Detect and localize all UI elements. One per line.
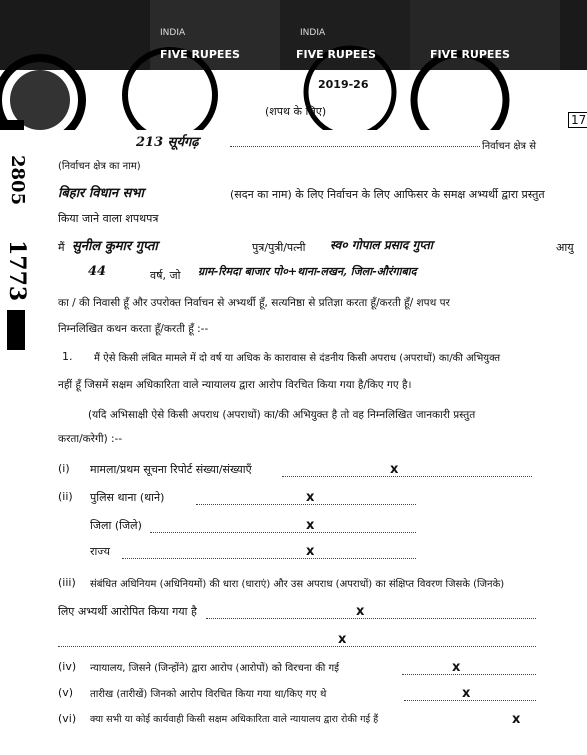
item-label: मामला/प्रथम सूचना रिपोर्ट संख्या/संख्याएँ xyxy=(90,463,252,476)
item-label: जिला (जिले) xyxy=(90,519,142,532)
item-mark: x xyxy=(356,604,365,619)
stamp-text-3: INDIA xyxy=(300,28,326,38)
item-num: (ii) xyxy=(58,490,73,503)
stamp-number: 2019-26 xyxy=(318,78,369,91)
item-mark: x xyxy=(512,712,521,727)
address-label: वर्ष, जो xyxy=(150,269,181,282)
stamp-text-4: FIVE RUPEES xyxy=(296,48,376,61)
constituency-handwritten: 213 सूर्यगढ़ xyxy=(136,135,199,150)
item-mark: x xyxy=(452,660,461,675)
black-redaction-mark xyxy=(7,310,25,350)
para-b: निम्नलिखित कथन करता हूँ/करती हूँ :-- xyxy=(58,323,209,335)
item-mark: x xyxy=(306,518,315,533)
item-num: (i) xyxy=(58,462,70,475)
clause-2-b: करता/करेगी) :-- xyxy=(58,433,123,445)
constituency-right-label: निर्वाचन क्षेत्र से xyxy=(482,141,536,152)
house-handwritten: बिहार विधान सभा xyxy=(58,186,144,201)
margin-note-1: 2805 xyxy=(7,155,28,206)
clause-1-a: मैं ऐसे किसी लंबित मामले में दो वर्ष या अधिक के कारावास से दंडनीय किसी अपराध (अपराधों) का/की अभियुक्त xyxy=(94,353,501,364)
dotted-line xyxy=(282,476,532,477)
item-label: न्यायालय, जिसने (जिन्होंने) द्वारा आरोप (आरोपों) को विरचना की गई xyxy=(90,663,340,674)
item-mark: x xyxy=(338,632,347,647)
dotted-line xyxy=(230,146,480,147)
line1-text: (सदन का नाम) के लिए निर्वाचन के लिए आफिसर के समक्ष अभ्यर्थी द्वारा प्रस्तुत xyxy=(230,188,545,201)
item-mark: x xyxy=(306,544,315,559)
age-label: आयु xyxy=(556,241,574,254)
clause-1-b: नहीं हूँ जिसमें सक्षम अधिकारिता वाले न्यायालय द्वारा आरोप विरचित किया गया है/किए गए है। xyxy=(58,379,412,391)
line2-text: किया जाने वाला शपथपत्र xyxy=(58,212,159,225)
item-label: लिए अभ्यर्थी आरोपित किया गया है xyxy=(58,605,197,618)
age-handwritten: 44 xyxy=(88,264,107,279)
dotted-line xyxy=(122,558,416,559)
item-label: संबंधित अधिनियम (अधिनियमों) की धारा (धाराएं) और उस अपराध (अपराधों) का संक्षिप्त विवरण जिसके (जिनके) xyxy=(90,579,505,590)
dotted-line xyxy=(402,674,536,675)
name-handwritten: सुनील कुमार गुप्ता xyxy=(72,239,158,254)
item-label: क्या सभी या कोई कार्यवाही किसी सक्षम अधिकारिता वाले न्यायालय द्वारा रोकी गई हैं xyxy=(90,714,379,725)
item-num: (v) xyxy=(58,686,74,699)
item-mark: x xyxy=(306,490,315,505)
item-mark: x xyxy=(462,686,471,701)
clause-2-a: (यदि अभिसाक्षी ऐसे किसी अपराध (अपराधों) का/की अभियुक्त है तो वह निम्नलिखित जानकारी प्रस्तुत xyxy=(88,409,476,421)
item-num: (iv) xyxy=(58,660,77,673)
constituency-label: (निर्वाचन क्षेत्र का नाम) xyxy=(58,161,141,172)
dotted-line xyxy=(150,532,416,533)
stamp-text-1: INDIA xyxy=(160,28,186,38)
item-mark: x xyxy=(390,462,399,477)
father-handwritten: स्व० गोपाल प्रसाद गुप्ता xyxy=(330,238,433,252)
stamp-text-2: FIVE RUPEES xyxy=(160,48,240,61)
clause-1-marker: 1. xyxy=(62,350,73,363)
item-label: पुलिस थाना (थाने) xyxy=(90,491,165,504)
item-label: राज्य xyxy=(90,545,111,558)
address-handwritten: ग्राम-रिमदा बाजार पो०+थाना-लखन, जिला-औरंगाबाद xyxy=(198,265,417,278)
para-a: का / की निवासी हूँ और उपरोक्त निर्वाचन से अभ्यर्थी हूँ, सत्यनिष्ठा से प्रतिज्ञा करता हूँ/करती हूँ/ शपथ पर xyxy=(58,297,450,309)
relation-text: पुत्र/पुत्री/पत्नी xyxy=(252,241,306,254)
item-num: (iii) xyxy=(58,576,76,589)
stamp-text-5: FIVE RUPEES xyxy=(430,48,510,61)
stamp-subtitle: (शपथ के लिए) xyxy=(265,105,327,118)
item-num: (vi) xyxy=(58,712,77,725)
item-label: तारीख (तारीखें) जिनको आरोप विरचित किया गया था/किए गए थे xyxy=(90,689,327,700)
dotted-line xyxy=(206,618,536,619)
margin-note-2: 1773 xyxy=(2,240,32,370)
dotted-line xyxy=(58,646,536,647)
corner-note: 17 xyxy=(568,112,587,128)
name-prefix: मैं xyxy=(58,241,65,254)
